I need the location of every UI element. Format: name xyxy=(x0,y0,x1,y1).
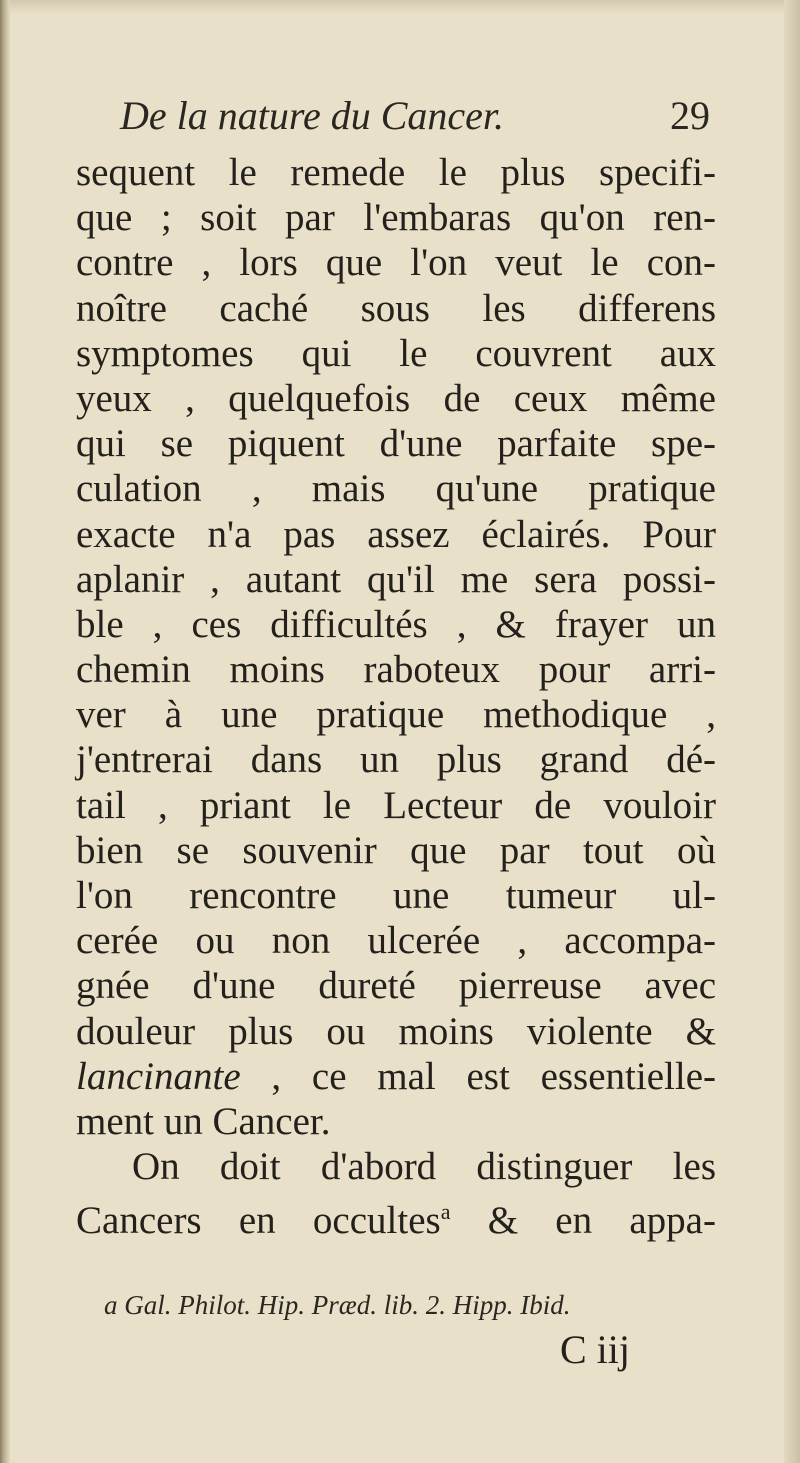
footnote: a Gal. Philot. Hip. Præd. lib. 2. Hipp. Ibid. xyxy=(104,1290,571,1320)
footnote-ref-after: & en appa- xyxy=(450,1199,716,1243)
text-line: noître caché sous les differens xyxy=(76,286,716,330)
running-head-title: De la nature du Cancer. xyxy=(120,93,505,138)
text-line-italic xyxy=(76,1054,716,1099)
italic-line-rest: , ce mal est essentielle- xyxy=(240,1054,716,1098)
signature-mark: C iij xyxy=(560,1327,631,1372)
text-line: j'entrerai dans un plus grand dé- xyxy=(76,738,716,782)
text-line: contre , lors que l'on veut le con- xyxy=(76,241,716,285)
footnote-marker: a xyxy=(440,1199,451,1225)
text-line: sequent le remede le plus specifi- xyxy=(76,151,716,194)
text-line: yeux , quelquefois de ceux même xyxy=(76,376,716,420)
body-text xyxy=(76,150,716,1243)
text-line: ver à une pratique methodique , xyxy=(76,693,716,737)
text-line: que ; soit par l'embaras qu'on ren- xyxy=(76,196,716,240)
text-line: bien se souvenir que par tout où xyxy=(76,828,716,872)
page-right-edge xyxy=(784,0,800,1463)
text-line: culation , mais qu'une pratique xyxy=(76,467,716,511)
paragraph-start-line: On doit d'abord distinguer les xyxy=(132,1145,716,1189)
text-line: l'on rencontre une tumeur ul- xyxy=(76,874,716,917)
footnote-ref-before: Cancers en occultes xyxy=(76,1199,441,1243)
page-number: 29 xyxy=(670,93,710,138)
italic-word: lancinante xyxy=(76,1054,241,1098)
text-line: ble , ces difficultés , & frayer un xyxy=(76,602,716,646)
text-line-closing: ment un Cancer. xyxy=(76,1099,331,1143)
text-line: chemin moins raboteux pour arri- xyxy=(76,648,716,692)
text-line: douleur plus ou moins violente & xyxy=(76,1009,716,1053)
page-gutter-shadow xyxy=(0,0,10,1463)
text-line: gnée d'une dureté pierreuse avec xyxy=(76,964,716,1008)
page-top-edge xyxy=(0,0,800,14)
running-head xyxy=(120,86,710,146)
text-line: symptomes qui le couvrent aux xyxy=(76,331,716,375)
text-line: exacte n'a pas assez éclairés. Pour xyxy=(76,512,716,556)
text-line: aplanir , autant qu'il me sera possi- xyxy=(76,557,716,601)
text-line: qui se piquent d'une parfaite spe- xyxy=(76,422,716,466)
text-line-footnote-ref xyxy=(76,1189,716,1243)
text-line: cerée ou non ulcerée , accompa- xyxy=(76,919,716,963)
text-line: tail , priant le Lecteur de vouloir xyxy=(76,783,716,827)
